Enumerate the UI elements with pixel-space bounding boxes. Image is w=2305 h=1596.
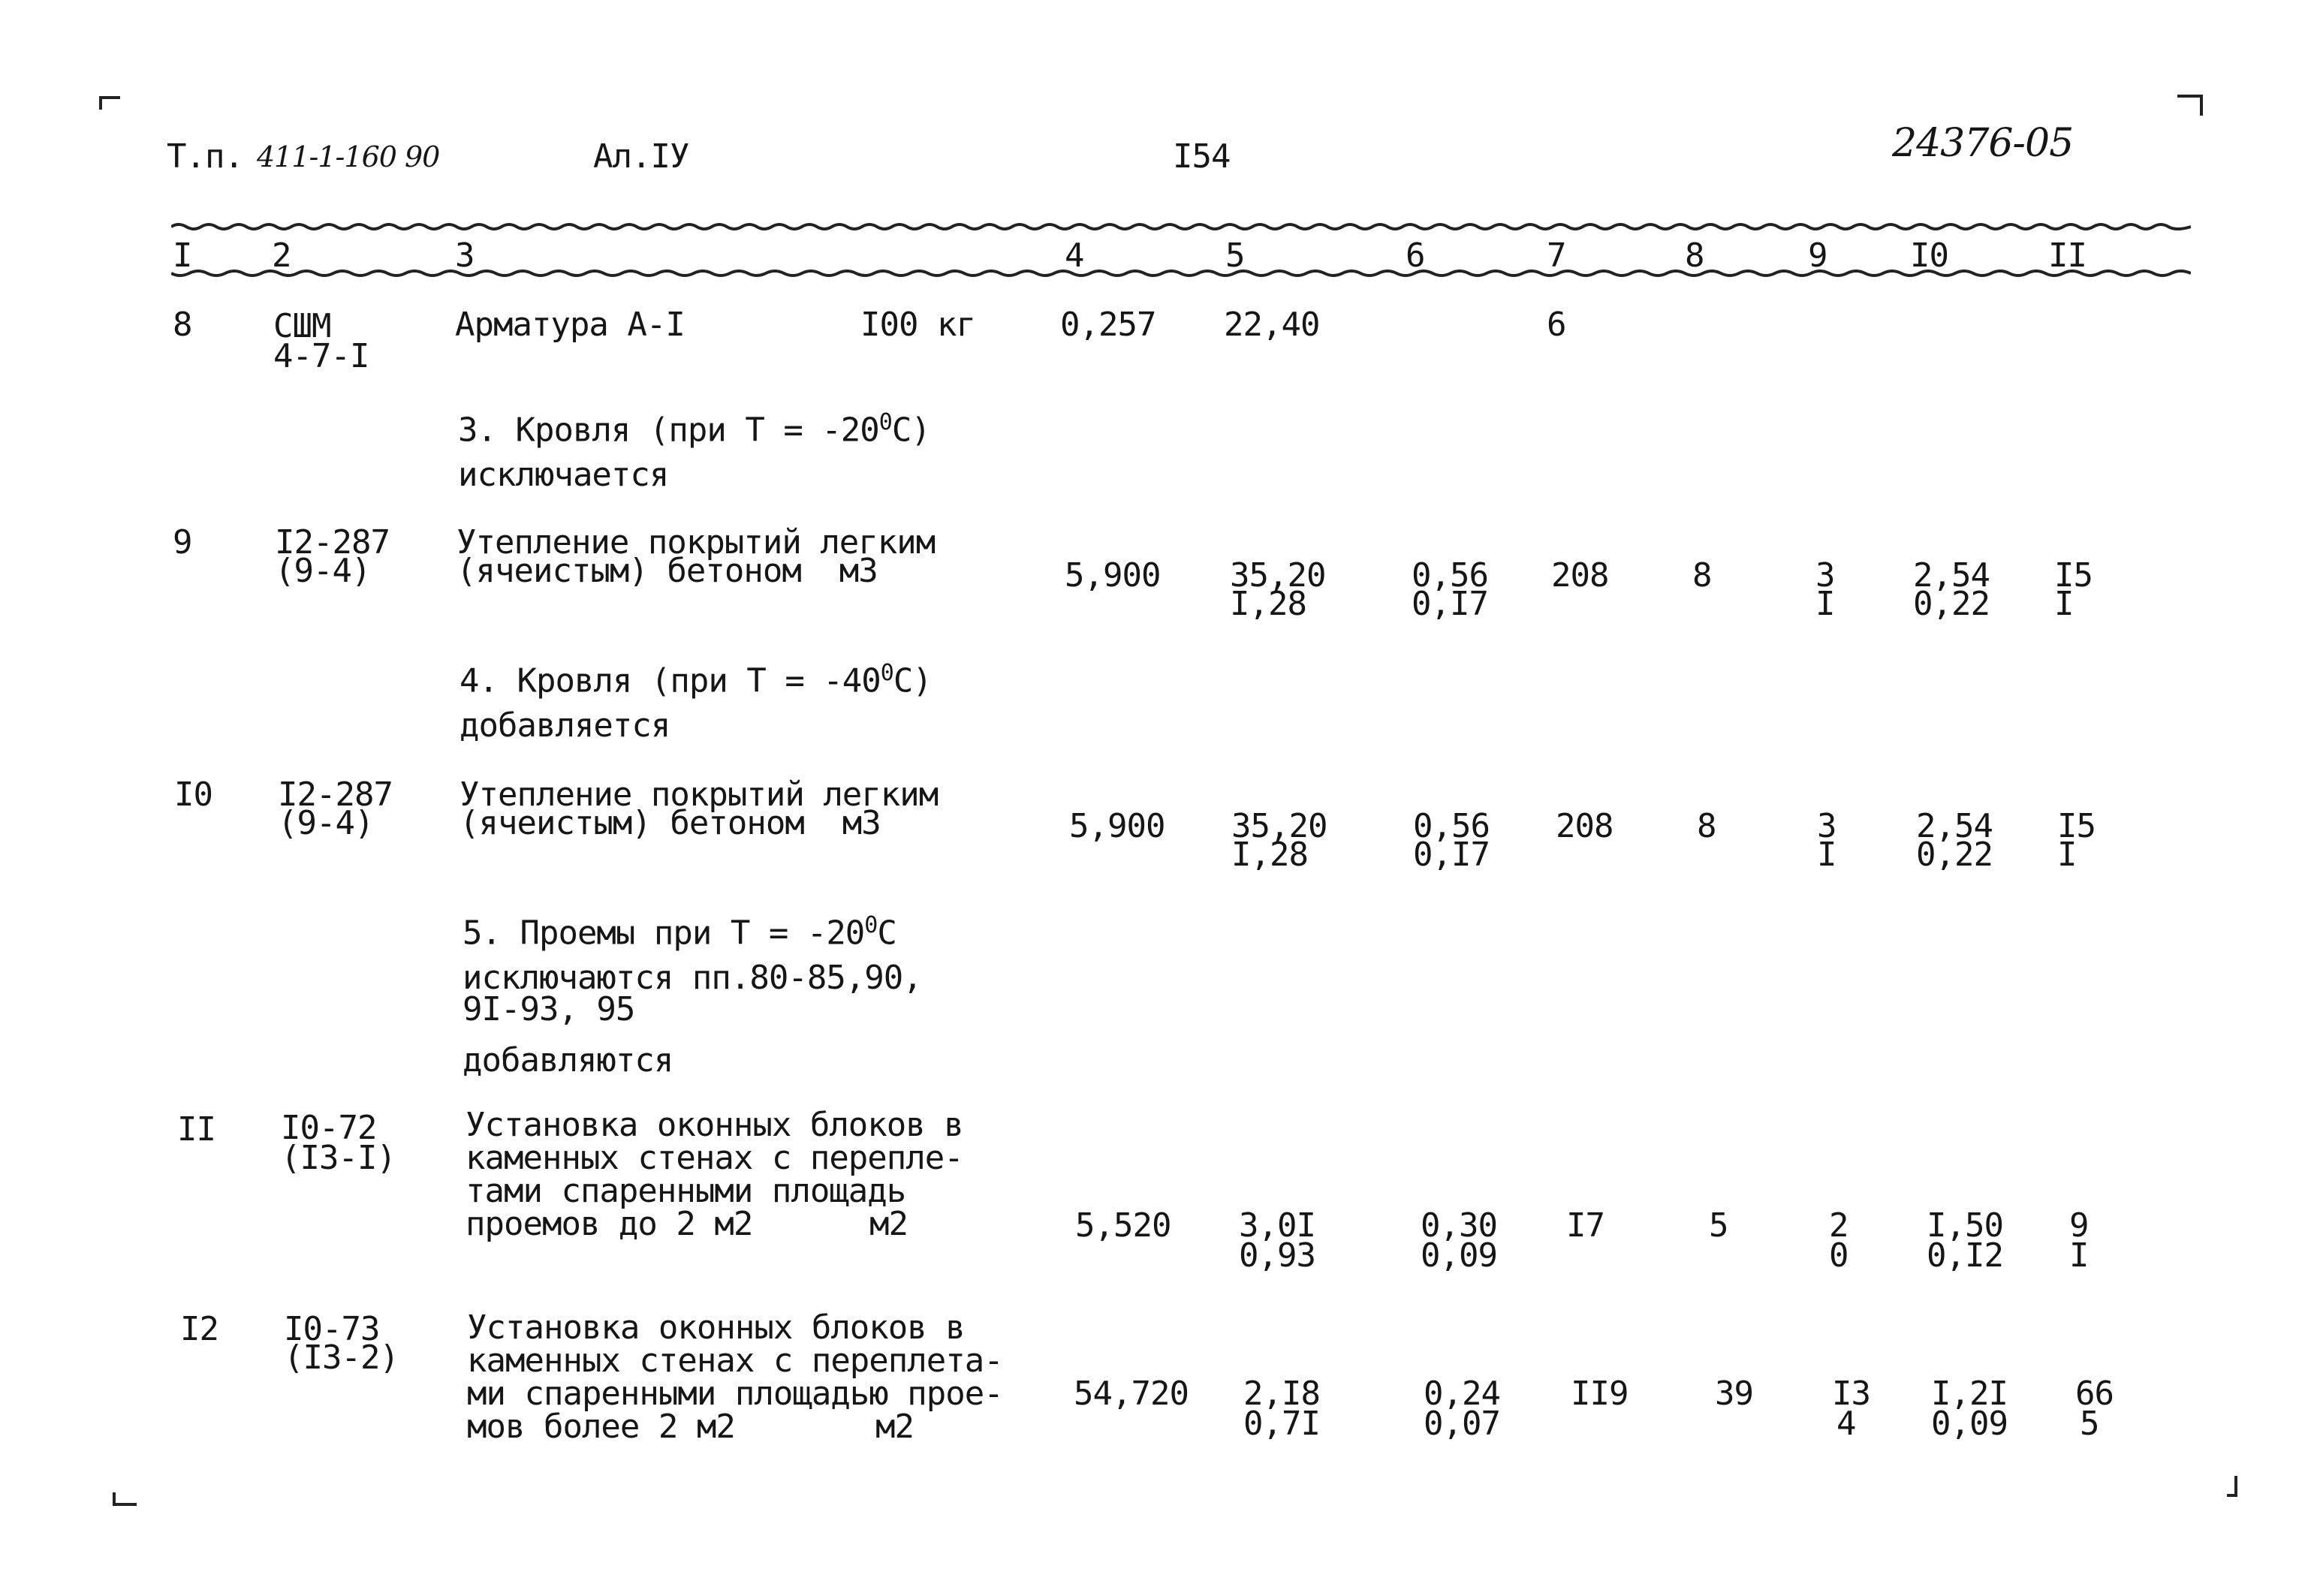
work-name-line-4: проемов до 2 м2 bbox=[466, 1205, 753, 1243]
row-number: 9 bbox=[173, 523, 192, 562]
section-line-1: 5. Проемы при $Т = -20^0С$ bbox=[463, 912, 896, 953]
corner-mark-top-left bbox=[99, 96, 120, 110]
col5-value-top: 35,20 bbox=[1230, 556, 1326, 595]
work-name-line-3: тами спаренными площадь bbox=[466, 1172, 906, 1210]
column-header-10: I0 bbox=[1910, 236, 1948, 275]
column-header-6: 6 bbox=[1406, 236, 1425, 275]
section-line-1: 4. Кровля (при $Т = -40^0С$) bbox=[459, 660, 932, 700]
corner-mark-bottom-left bbox=[113, 1492, 137, 1506]
work-name-line-2: (ячеистым) бетоном м3 bbox=[456, 552, 878, 590]
col7-value: II9 bbox=[1571, 1375, 1629, 1413]
col7-value: 208 bbox=[1556, 807, 1614, 845]
col7-value: 6 bbox=[1547, 306, 1566, 344]
col10-value-top: I,50 bbox=[1927, 1206, 2003, 1245]
unit: м2 bbox=[869, 1205, 908, 1243]
column-header-9: 9 bbox=[1808, 236, 1827, 275]
norm-code: I0-72 bbox=[281, 1109, 377, 1147]
row-number: II bbox=[177, 1110, 215, 1149]
norm-code-2: (9-4) bbox=[278, 804, 374, 842]
col9-value-bottom: 4 bbox=[1836, 1405, 1856, 1443]
col8-value: 39 bbox=[1715, 1375, 1753, 1413]
header-project-number: 411-1-160 90 bbox=[257, 140, 440, 173]
col9-value-top: 2 bbox=[1829, 1206, 1849, 1245]
work-name-line-3: ми спаренными площадью прое- bbox=[467, 1375, 1003, 1413]
col11-value-bottom: I bbox=[2069, 1236, 2089, 1275]
work-name-line-2: (ячеистым) бетоном м3 bbox=[459, 804, 881, 842]
col9-value-bottom: I bbox=[1817, 836, 1836, 874]
unit: м2 bbox=[875, 1408, 914, 1446]
col6-value-top: 0,30 bbox=[1421, 1206, 1497, 1245]
norm-code-2: (I3-I) bbox=[281, 1139, 396, 1177]
col10-value-top: I,2I bbox=[1931, 1375, 2008, 1413]
col11-value-top: 66 bbox=[2075, 1375, 2114, 1413]
col10-value-bottom: 0,I2 bbox=[1927, 1236, 2003, 1275]
col10-value-bottom: 0,22 bbox=[1916, 836, 1993, 874]
quantity: 0,257 bbox=[1060, 306, 1156, 344]
col5-value-bottom: 0,7I bbox=[1243, 1405, 1320, 1443]
col10-value-bottom: 0,22 bbox=[1913, 585, 1990, 623]
col5-value-bottom: 0,93 bbox=[1239, 1236, 1315, 1275]
col7-value: 208 bbox=[1551, 556, 1609, 595]
col10-value-top: 2,54 bbox=[1916, 807, 1993, 845]
work-name-line-1: Установка оконных блоков в bbox=[467, 1308, 965, 1347]
norm-code: I0-73 bbox=[284, 1310, 380, 1348]
col10-value-top: 2,54 bbox=[1913, 556, 1990, 595]
section-line-1: 3. Кровля (при $Т = -20^0С$) bbox=[458, 409, 930, 450]
col6-value-bottom: 0,09 bbox=[1421, 1236, 1497, 1275]
col10-value-bottom: 0,09 bbox=[1931, 1405, 2008, 1443]
col9-value-top: 3 bbox=[1817, 807, 1836, 845]
norm-code: I2-287 bbox=[278, 775, 393, 814]
section-line-2: исключается bbox=[458, 456, 669, 494]
norm-code: I2-287 bbox=[275, 523, 390, 562]
col9-value-top: I3 bbox=[1832, 1375, 1870, 1413]
row-number: I0 bbox=[174, 775, 212, 814]
column-header-1: I bbox=[173, 236, 192, 275]
header-tp-label: Т.п. bbox=[167, 137, 243, 176]
table-header-bottom-rule bbox=[171, 269, 2191, 279]
header-page-number: I54 bbox=[1173, 137, 1231, 176]
work-name-line-4: мов более 2 м2 bbox=[467, 1408, 735, 1446]
col7-value: I7 bbox=[1566, 1206, 1604, 1245]
norm-code: СШМ bbox=[273, 307, 331, 345]
corner-mark-top-right bbox=[2177, 95, 2203, 116]
section-line-2: исключаются пп.80-85,90, bbox=[463, 959, 922, 997]
work-name-line-1: Утепление покрытий легким bbox=[456, 523, 936, 562]
norm-code-2: (I3-2) bbox=[284, 1339, 399, 1377]
work-name-line-1: Утепление покрытий легким bbox=[459, 775, 939, 814]
col6-value-top: 0,56 bbox=[1413, 807, 1490, 845]
quantity: 5,900 bbox=[1069, 807, 1165, 845]
unit: I00 кг bbox=[860, 306, 975, 344]
section-line-3: 9I-93, 95 bbox=[463, 990, 635, 1028]
column-header-4: 4 bbox=[1065, 236, 1084, 275]
col11-value-bottom: I bbox=[2057, 836, 2077, 874]
work-name: Арматура А-I bbox=[455, 306, 685, 344]
column-header-8: 8 bbox=[1685, 236, 1704, 275]
col11-value-top: I5 bbox=[2054, 556, 2093, 595]
row-number: 8 bbox=[173, 306, 192, 344]
col5-value-bottom: I,28 bbox=[1230, 585, 1306, 623]
work-name-line-2: каменных стенах с перепле- bbox=[466, 1139, 963, 1177]
col8-value: 8 bbox=[1692, 556, 1712, 595]
col5-value-top: 35,20 bbox=[1231, 807, 1327, 845]
col5-value-top: 2,I8 bbox=[1243, 1375, 1320, 1413]
column-header-11: II bbox=[2048, 236, 2087, 275]
col11-value-bottom: 5 bbox=[2080, 1405, 2099, 1443]
quantity: 54,720 bbox=[1074, 1375, 1189, 1413]
col5-value: 22,40 bbox=[1224, 306, 1320, 344]
norm-code-2: 4-7-I bbox=[273, 337, 369, 375]
header-stamp-number: 24376-05 bbox=[1892, 121, 2074, 166]
quantity: 5,520 bbox=[1075, 1206, 1171, 1245]
col6-value-top: 0,24 bbox=[1424, 1375, 1500, 1413]
work-name-line-1: Установка оконных блоков в bbox=[466, 1106, 963, 1144]
work-name-line-2: каменных стенах с переплета- bbox=[467, 1342, 1003, 1380]
col8-value: 8 bbox=[1697, 807, 1716, 845]
section-line-2: добавляется bbox=[459, 706, 670, 745]
col5-value-top: 3,0I bbox=[1239, 1206, 1315, 1245]
col8-value: 5 bbox=[1709, 1206, 1728, 1245]
col6-value-bottom: 0,I7 bbox=[1413, 836, 1490, 874]
col11-value-top: I5 bbox=[2057, 807, 2096, 845]
row-number: I2 bbox=[180, 1310, 218, 1348]
col11-value-bottom: I bbox=[2054, 585, 2074, 623]
col6-value-bottom: 0,I7 bbox=[1412, 585, 1488, 623]
quantity: 5,900 bbox=[1065, 556, 1161, 595]
table-top-rule bbox=[171, 221, 2191, 231]
col11-value-top: 9 bbox=[2069, 1206, 2089, 1245]
corner-mark-bottom-right bbox=[2227, 1476, 2237, 1497]
column-header-2: 2 bbox=[272, 236, 291, 275]
column-header-7: 7 bbox=[1547, 236, 1566, 275]
section-line-4: добавляются bbox=[463, 1041, 673, 1080]
col6-value-bottom: 0,07 bbox=[1424, 1405, 1500, 1443]
column-header-3: 3 bbox=[455, 236, 475, 275]
col9-value-bottom: 0 bbox=[1829, 1236, 1849, 1275]
col9-value-top: 3 bbox=[1815, 556, 1835, 595]
norm-code-2: (9-4) bbox=[275, 552, 371, 590]
column-header-5: 5 bbox=[1225, 236, 1245, 275]
col6-value-top: 0,56 bbox=[1412, 556, 1488, 595]
col9-value-bottom: I bbox=[1815, 585, 1835, 623]
col5-value-bottom: I,28 bbox=[1231, 836, 1308, 874]
header-album: Ал.IУ bbox=[593, 137, 689, 176]
